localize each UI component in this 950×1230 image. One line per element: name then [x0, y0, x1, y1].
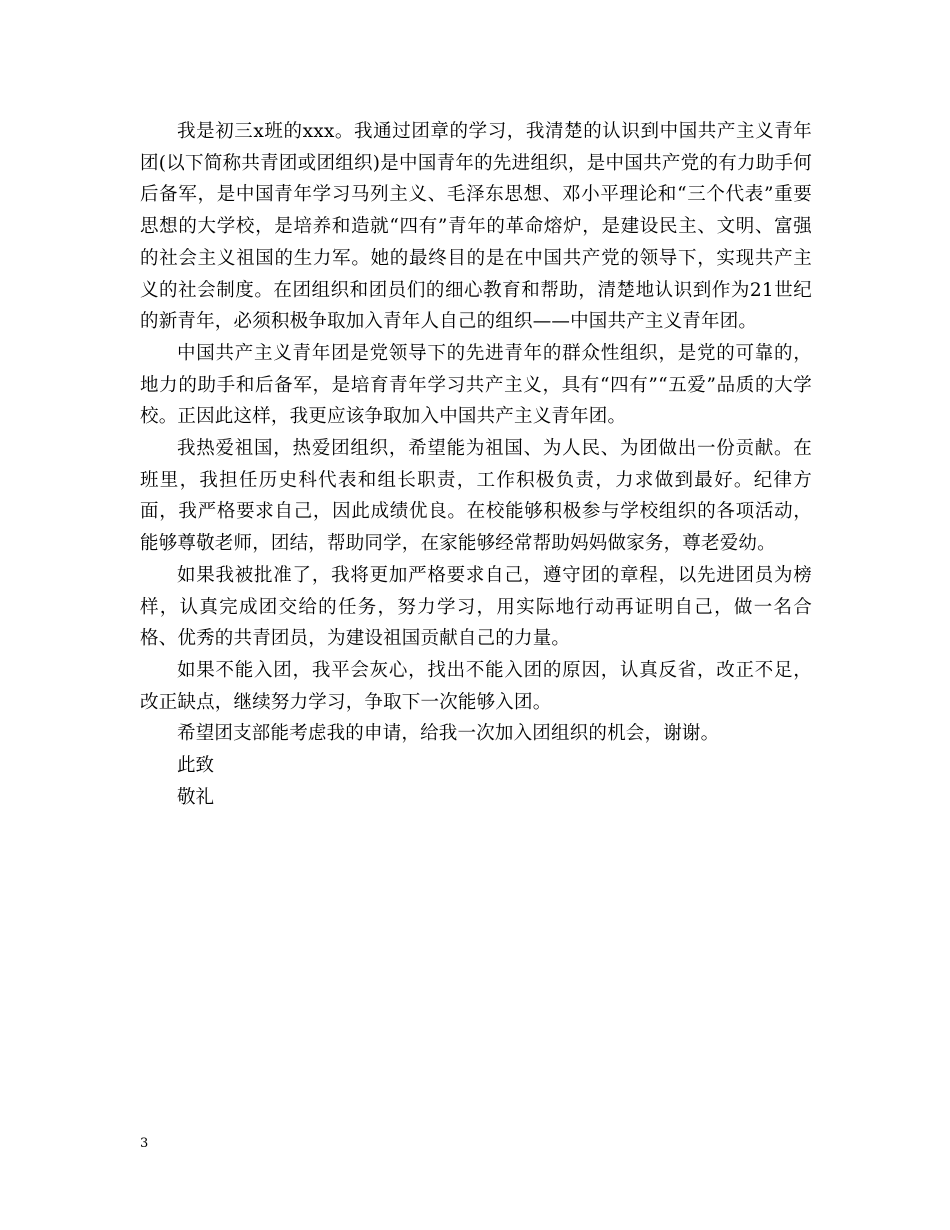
document-body: [140, 116, 812, 813]
paragraph-4: 如果我被批准了，我将更加严格要求自己，遵守团的章程，以先进团员为榜样，认真完成团交给的任务，努力学习，用实际地行动再证明自己，做一名合格、优秀的共青团员，为建设祖国贡献自己的力量。: [140, 564, 812, 650]
closing-salutation-1: 此致: [177, 755, 215, 777]
paragraph-1: 我是初三x班的xxx。我通过团章的学习，我清楚的认识到中国共产主义青年团(以下简称共青团或团组织)是中国青年的先进组织，是中国共产党的有力助手何后备军，是中国青年学习马列主义、毛泽东思想、邓小平理论和“三个代表”重要思想的大学校，是培养和造就“四有”青年的革命熔炉，是建设民主、文明、富强的社会主义祖国的生力军。她的最终目的是在中国共产党的领导下，实现共产主义的社会制度。在团组织和团员们的细心教育和帮助，清楚地认识到作为21世纪的新青年，必须积极争取加入青年人自己的组织——中国共产主义青年团。: [140, 121, 812, 333]
paragraph-2: 中国共产主义青年团是党领导下的先进青年的群众性组织，是党的可靠的，地力的助手和后备军，是培育青年学习共产主义，具有“四有”“五爱”品质的大学校。正因此这样，我更应该争取加入中国共产主义青年团。: [140, 342, 812, 428]
paragraph-3: 我热爱祖国，热爱团组织，希望能为祖国、为人民、为团做出一份贡献。在班里，我担任历史科代表和组长职责，工作积极负责，力求做到最好。纪律方面，我严格要求自己，因此成绩优良。在校能够积极参与学校组织的各项活动，能够尊敬老师，团结，帮助同学，在家能够经常帮助妈妈做家务，尊老爱幼。: [140, 438, 812, 555]
closing-salutation-2: 敬礼: [177, 786, 215, 808]
page-number: 3: [140, 1136, 149, 1151]
paragraph-5: 如果不能入团，我平会灰心，找出不能入团的原因，认真反省，改正不足，改正缺点，继续努力学习，争取下一次能够入团。: [140, 659, 812, 713]
paragraph-6: 希望团支部能考虑我的申请，给我一次加入团组织的机会，谢谢。: [177, 723, 720, 745]
